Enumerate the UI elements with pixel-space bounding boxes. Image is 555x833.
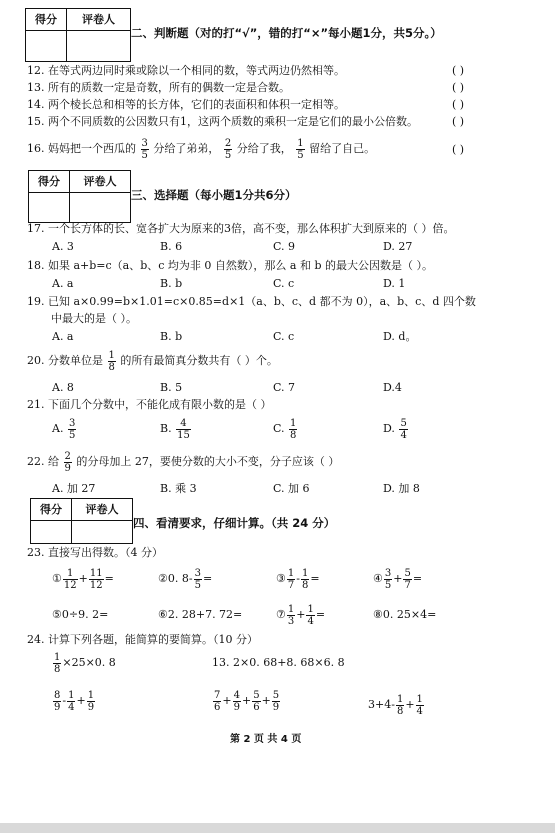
question-23: 23. 直接写出得数。（4 分） <box>27 546 163 559</box>
q20-option-b[interactable]: B. 5 <box>160 381 183 394</box>
answer-paren-16[interactable]: ( ) <box>452 143 465 156</box>
q20-text-a: 20. 分数单位是 <box>27 354 103 367</box>
grader-header: 评卷人 <box>70 171 130 193</box>
q19-option-d[interactable]: D. d。 <box>383 330 417 343</box>
calc-2: 13. 2×0. 68+8. 68×6. 8 <box>212 656 345 669</box>
q17-option-a[interactable]: A. 3 <box>52 240 74 253</box>
question-24: 24. 计算下列各题，能简算的要简算。（10 分） <box>27 633 258 646</box>
q23-item-6: ⑥2. 28+7. 72= <box>158 608 243 621</box>
score-header: 得分 <box>29 171 70 193</box>
q22-option-b[interactable]: B. 乘 3 <box>160 482 197 495</box>
question-12: 12. 在等式两边同时乘或除以一个相同的数，等式两边仍然相等。 <box>27 64 345 77</box>
q20-text-b: 的所有最简真分数共有（ ）个。 <box>120 354 278 367</box>
q22-text-b: 的分母加上 27，要使分数的大小不变，分子应该（ ） <box>76 455 340 468</box>
q22-option-a[interactable]: A. 加 27 <box>52 482 96 495</box>
q17-option-b[interactable]: B. 6 <box>160 240 183 253</box>
section4-title: 四、看清要求，仔细计算。（共 24 分） <box>133 516 336 530</box>
q23-item-2: ②0. 8- $\frac{3}{5}$ = <box>158 567 213 591</box>
q21-option-c-label: C. <box>273 422 285 435</box>
q23-item-1: ① $\frac{1}{12}$ + $\frac{11}{12}$ = <box>52 567 114 591</box>
question-19-line2: 中最大的是（ ）。 <box>51 312 137 325</box>
q20-option-d[interactable]: D.4 <box>383 381 402 394</box>
q18-option-b[interactable]: B. b <box>160 277 183 290</box>
score-divider <box>69 192 70 222</box>
q21-fraction-c: $\frac{1}{8}$ <box>290 417 297 441</box>
q21-option-d-label: D. <box>383 422 395 435</box>
q23-item-7: ⑦ $\frac{1}{3}$ + $\frac{1}{4}$ = <box>276 603 326 627</box>
q16-fraction-3: $\frac{1}{5}$ <box>297 137 304 161</box>
score-box-section4 <box>30 498 133 544</box>
question-20 <box>27 348 278 374</box>
q20-option-c[interactable]: C. 7 <box>273 381 296 394</box>
score-header: 得分 <box>26 9 67 31</box>
question-18: 18. 如果 a+b=c（a、b、c 均为非 0 自然数），那么 a 和 b 的最大公因数是（ ）。 <box>27 259 434 272</box>
q16-fraction-2: $\frac{2}{5}$ <box>224 137 232 161</box>
q21-option-b-label: B. <box>160 422 172 435</box>
q18-option-c[interactable]: C. c <box>273 277 295 290</box>
question-22 <box>27 449 339 475</box>
q16-text-c: 分给了我， <box>236 142 292 155</box>
q21-option-a[interactable] <box>52 414 77 444</box>
question-21: 21. 下面几个分数中，不能化成有限小数的是（ ） <box>27 398 272 411</box>
q16-text-a: 16. 妈妈把一个西瓜的 <box>27 142 136 155</box>
calc-3: $\frac{8}{9}$ - $\frac{1}{4}$ + $\frac{1}{9}$ <box>54 689 95 713</box>
q16-fraction-1: $\frac{3}{5}$ <box>141 137 148 161</box>
question-14: 14. 两个棱长总和相等的长方体，它们的表面积和体积一定相等。 <box>27 98 345 111</box>
q19-option-b[interactable]: B. b <box>160 330 183 343</box>
q23-item-8: ⑧0. 25×4= <box>373 608 437 621</box>
q21-option-a-label: A. <box>52 422 64 435</box>
calc-1: $\frac{1}{8}$ ×25×0. 8 <box>54 651 116 675</box>
question-13: 13. 所有的质数一定是奇数，所有的偶数一定是合数。 <box>27 81 290 94</box>
question-17: 17. 一个长方体的长、宽各扩大为原来的3倍，高不变，那么体积扩大到原来的（ ）倍。 <box>27 222 455 235</box>
q23-item-3: ③ $\frac{1}{7}$ - $\frac{1}{8}$ = <box>276 567 320 591</box>
q21-option-d[interactable] <box>383 414 409 444</box>
score-divider <box>71 520 72 543</box>
q23-item-4: ④ $\frac{3}{5}$ + $\frac{5}{7}$ = <box>373 567 423 591</box>
page-number: 第 2 页 共 4 页 <box>230 734 302 745</box>
q19-option-c[interactable]: C. c <box>273 330 295 343</box>
q16-text-b: 分给了弟弟， <box>153 142 220 155</box>
q21-option-b[interactable] <box>160 414 192 444</box>
q20-option-a[interactable]: A. 8 <box>52 381 74 394</box>
q18-option-a[interactable]: A. a <box>52 277 74 290</box>
question-15: 15. 两个不同质数的公因数只有1，这两个质数的乘积一定是它们的最小公倍数。 <box>27 115 418 128</box>
score-box-section2 <box>25 8 131 62</box>
answer-paren-15[interactable]: ( ) <box>452 115 465 128</box>
q20-fraction: $\frac{1}{8}$ <box>108 349 115 373</box>
q19-option-a[interactable]: A. a <box>52 330 74 343</box>
q21-fraction-b: $\frac{4}{15}$ <box>177 417 190 441</box>
q23-item-5: ⑤0÷9. 2= <box>52 608 109 621</box>
answer-paren-12[interactable]: ( ) <box>452 64 465 77</box>
grader-header: 评卷人 <box>67 9 130 31</box>
section3-title: 三、选择题（每小题1分共6分） <box>131 188 297 202</box>
q21-option-c[interactable] <box>273 414 298 444</box>
q17-option-c[interactable]: C. 9 <box>273 240 296 253</box>
answer-paren-13[interactable]: ( ) <box>452 81 465 94</box>
score-divider <box>66 30 67 61</box>
q16-text-d: 留给了自己。 <box>309 142 376 155</box>
score-header: 得分 <box>31 499 72 521</box>
q22-fraction: $\frac{2}{9}$ <box>64 450 71 474</box>
q18-option-d[interactable]: D. 1 <box>383 277 406 290</box>
q22-option-c[interactable]: C. 加 6 <box>273 482 310 495</box>
q21-fraction-a: $\frac{3}{5}$ <box>68 417 76 441</box>
grader-header: 评卷人 <box>72 499 132 521</box>
section2-title: 二、判断题（对的打“√”，错的打“×”每小题1分，共5分。） <box>131 26 442 40</box>
q22-option-d[interactable]: D. 加 8 <box>383 482 420 495</box>
score-box-section3 <box>28 170 131 223</box>
calc-4: $\frac{7}{6}$ + $\frac{4}{9}$ + $\frac{5}{6}$ + $\frac{5}{9}$ <box>214 689 280 713</box>
q22-text-a: 22. 给 <box>27 455 59 468</box>
q17-option-d[interactable]: D. 27 <box>383 240 413 253</box>
answer-paren-14[interactable]: ( ) <box>452 98 465 111</box>
question-19-line1: 19. 已知 a×0.99=b×1.01=c×0.85=d×1（a、b、c、d 都不为 0），a、b、c、d 四个数 <box>27 295 476 308</box>
q21-fraction-d: $\frac{5}{4}$ <box>400 417 407 441</box>
question-16 <box>27 136 375 162</box>
calc-5: 3+4- $\frac{1}{8}$ + $\frac{1}{4}$ <box>368 693 423 717</box>
bottom-scroll-strip <box>0 823 555 833</box>
